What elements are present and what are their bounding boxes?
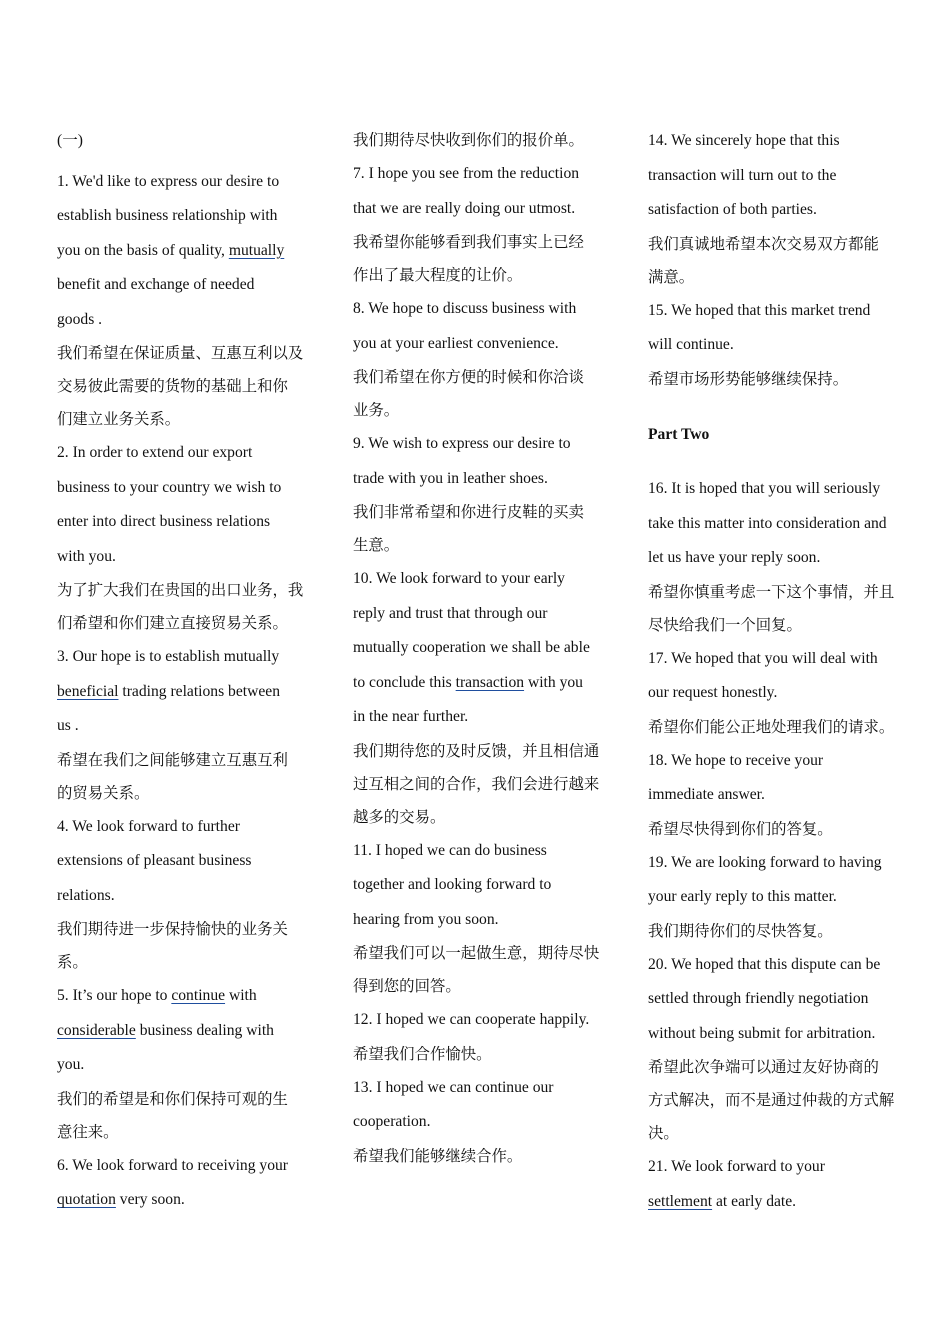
sentence-entry xyxy=(648,744,920,846)
chinese-translation-line: 我希望你能够看到我们事实上已经 xyxy=(353,233,584,251)
sentence-entry xyxy=(353,1071,621,1173)
chinese-translation-line: 交易彼此需要的货物的基础上和你 xyxy=(57,377,288,395)
chinese-translation-line: 为了扩大我们在贵国的出口业务，我 xyxy=(57,581,304,599)
text-segment: very soon. xyxy=(115,1191,185,1208)
english-line xyxy=(353,868,621,903)
sentence-entry xyxy=(648,642,920,744)
english-line xyxy=(353,427,621,462)
english-line xyxy=(57,1149,322,1184)
text-segment: our request honestly. xyxy=(648,684,778,701)
chinese-translation-line: 我们期待你们的尽快答复。 xyxy=(648,921,833,940)
chinese-translation-line: 希望尽快得到你们的答复。 xyxy=(648,819,833,838)
chinese-translation-line: 的贸易关系。 xyxy=(57,783,150,802)
text-segment: 9. We wish to express our desire to xyxy=(353,435,571,452)
text-segment: 6. We look forward to receiving your xyxy=(57,1156,288,1174)
text-segment: 10. We look forward to your early xyxy=(353,570,565,587)
text-segment: together and looking forward to xyxy=(353,876,552,893)
english-line xyxy=(648,982,920,1017)
english-line xyxy=(353,327,621,362)
text-segment: settled through friendly negotiation xyxy=(648,990,869,1007)
text-segment: benefit and exchange of needed xyxy=(57,276,255,293)
text-segment: with xyxy=(225,987,257,1004)
sentence-entry xyxy=(648,948,920,1151)
text-segment: 2. In order to extend our export xyxy=(57,444,253,461)
sentence-entry xyxy=(353,124,621,157)
english-line xyxy=(353,1003,621,1038)
text-segment: 14. We sincerely hope that this xyxy=(648,132,840,149)
english-line xyxy=(648,124,920,159)
part-two-heading: Part Two xyxy=(648,425,710,443)
sentence-entry xyxy=(648,1150,920,1219)
english-line xyxy=(353,462,621,497)
sentence-entry xyxy=(648,124,920,294)
text-segment: 12. I hoped we can cooperate happily. xyxy=(353,1011,590,1028)
text-segment: satisfaction of both parties. xyxy=(648,201,817,218)
underlined-word: transaction xyxy=(455,673,525,691)
chinese-translation-line: 得到您的回答。 xyxy=(353,977,461,995)
english-line xyxy=(353,157,621,192)
text-segment: cooperation. xyxy=(353,1113,431,1130)
chinese-translation-line: 系。 xyxy=(57,953,88,971)
chinese-translation-line: 希望我们可以一起做生意，期待尽快 xyxy=(353,944,600,962)
chinese-translation-line: 希望此次争端可以通过友好协商的 xyxy=(648,1058,879,1076)
text-segment: immediate answer. xyxy=(648,786,765,803)
text-segment: take this matter into consideration and xyxy=(648,514,887,532)
text-segment: 17. We hoped that you will deal with xyxy=(648,649,878,667)
chinese-translation-line: 我们期待进一步保持愉快的业务关 xyxy=(57,920,288,938)
english-line xyxy=(648,778,920,813)
column-2 xyxy=(353,124,621,1173)
sentence-entry xyxy=(353,562,621,834)
english-line xyxy=(57,268,322,303)
chinese-translation-line: 们希望和你们建立直接贸易关系。 xyxy=(57,614,288,632)
underlined-word: settlement xyxy=(648,1192,713,1210)
english-line xyxy=(57,844,322,879)
chinese-translation-line: 希望你们能公正地处理我们的请求。 xyxy=(648,717,895,736)
english-line xyxy=(57,1048,322,1083)
col1-entries xyxy=(57,165,322,1218)
chinese-translation-line: 作出了最大程度的让价。 xyxy=(353,266,523,284)
english-line xyxy=(648,294,920,329)
chinese-translation-line: 方式解决，而不是通过仲裁的方式解 xyxy=(648,1091,895,1109)
text-segment: without being submit for arbitration. xyxy=(648,1024,876,1042)
english-line xyxy=(648,159,920,194)
english-line xyxy=(353,903,621,938)
english-line xyxy=(353,1105,621,1140)
english-line xyxy=(648,1150,920,1185)
text-segment: 8. We hope to discuss business with xyxy=(353,300,577,317)
text-segment: with you. xyxy=(57,547,116,565)
text-segment: establish business relationship with xyxy=(57,207,278,224)
text-segment: reply and trust that through our xyxy=(353,604,548,622)
text-segment: us . xyxy=(57,717,79,734)
chinese-translation-line: 希望市场形势能够继续保持。 xyxy=(648,369,849,388)
english-line xyxy=(353,700,621,735)
english-line xyxy=(57,303,322,338)
sentence-entry xyxy=(648,846,920,948)
text-segment: business dealing with xyxy=(135,1021,274,1039)
english-line xyxy=(648,472,920,507)
english-line xyxy=(648,1185,920,1220)
english-line xyxy=(648,948,920,983)
chinese-translation-line: 我们的希望是和你们保持可观的生 xyxy=(57,1089,288,1108)
text-segment: mutually cooperation we shall be able xyxy=(353,639,590,656)
text-segment: 19. We are looking forward to having xyxy=(648,853,882,871)
chinese-translation-line: 业务。 xyxy=(353,401,400,419)
english-line xyxy=(648,846,920,881)
english-line xyxy=(648,193,920,228)
english-line xyxy=(648,744,920,779)
english-line xyxy=(353,597,621,632)
sentence-entry xyxy=(353,834,621,1004)
sentence-entry xyxy=(57,979,322,1149)
text-segment: 21. We look forward to your xyxy=(648,1158,825,1175)
column-3 xyxy=(648,124,920,1219)
sentence-entry xyxy=(57,810,322,980)
text-segment: relations. xyxy=(57,886,115,904)
text-segment: in the near further. xyxy=(353,708,469,725)
chinese-translation-line: 决。 xyxy=(648,1124,679,1142)
text-segment: your early reply to this matter. xyxy=(648,888,837,905)
english-line xyxy=(57,1183,322,1218)
chinese-translation-line: 我们真诚地希望本次交易双方都能 xyxy=(648,234,879,253)
text-segment: extensions of pleasant business xyxy=(57,852,252,869)
text-segment: 1. We'd like to express our desire to xyxy=(57,172,280,190)
sentence-entry xyxy=(648,472,920,642)
english-line xyxy=(57,879,322,914)
english-line xyxy=(57,979,322,1014)
english-line xyxy=(57,199,322,234)
sentence-entry xyxy=(353,157,621,292)
text-segment: 18. We hope to receive your xyxy=(648,751,824,769)
sentence-entry xyxy=(57,640,322,810)
english-line xyxy=(57,234,322,269)
text-segment: 20. We hoped that this dispute can be xyxy=(648,955,881,973)
chinese-translation-line: 尽快给我们一个回复。 xyxy=(648,615,802,634)
underlined-word: beneficial xyxy=(57,682,119,700)
text-segment: trade with you in leather shoes. xyxy=(353,469,548,487)
chinese-translation-line: 过互相之间的合作，我们会进行越来 xyxy=(353,774,600,793)
text-segment: trading relations between xyxy=(118,682,280,700)
english-line xyxy=(648,328,920,363)
underlined-word: considerable xyxy=(57,1021,136,1039)
text-segment: 3. Our hope is to establish mutually xyxy=(57,648,280,665)
col3-entries-part-two xyxy=(648,472,920,1219)
sentence-entry xyxy=(648,294,920,396)
text-segment: you. xyxy=(57,1056,85,1073)
chinese-translation-line: 越多的交易。 xyxy=(353,807,446,826)
text-segment: with you xyxy=(524,673,583,691)
text-segment: 7. I hope you see from the reduction xyxy=(353,165,580,182)
chinese-translation-line: 希望我们合作愉快。 xyxy=(353,1044,492,1063)
english-line xyxy=(353,666,621,701)
chinese-translation-line: 我们期待尽快收到你们的报价单。 xyxy=(353,131,584,149)
text-segment: at early date. xyxy=(712,1192,797,1210)
english-line xyxy=(57,436,322,471)
col2-entries xyxy=(353,124,621,1173)
english-line xyxy=(57,540,322,575)
chinese-translation-line: 我们希望在你方便的时候和你洽谈 xyxy=(353,368,584,386)
english-line xyxy=(353,631,621,666)
sentence-entry xyxy=(57,436,322,640)
text-segment: you at your earliest convenience. xyxy=(353,334,559,352)
text-segment: 15. We hoped that this market trend xyxy=(648,301,871,319)
english-line xyxy=(57,471,322,506)
text-segment: to conclude this xyxy=(353,673,456,691)
chinese-translation-line: 希望我们能够继续合作。 xyxy=(353,1146,523,1165)
text-segment: let us have your reply soon. xyxy=(648,549,821,566)
sentence-entry xyxy=(353,1003,621,1071)
english-line xyxy=(57,640,322,675)
sentence-entry xyxy=(353,427,621,562)
english-line xyxy=(353,562,621,597)
english-line xyxy=(353,192,621,227)
chinese-translation-line: 我们非常希望和你进行皮鞋的买卖 xyxy=(353,503,584,521)
text-segment: 16. It is hoped that you will seriously xyxy=(648,480,881,497)
english-line xyxy=(648,880,920,915)
english-line xyxy=(57,165,322,200)
col3-entries-part-one xyxy=(648,124,920,396)
english-line xyxy=(57,1014,322,1049)
sentence-entry xyxy=(57,1149,322,1218)
sentence-entry xyxy=(353,292,621,427)
chinese-translation-line: 们建立业务关系。 xyxy=(57,410,181,428)
english-line xyxy=(57,810,322,845)
text-segment: 5. It’s our hope to xyxy=(57,987,172,1004)
text-segment: business to your country we wish to xyxy=(57,478,282,496)
text-segment: goods . xyxy=(57,310,103,328)
text-segment: enter into direct business relations xyxy=(57,513,271,530)
underlined-word: quotation xyxy=(57,1191,116,1208)
chinese-translation-line: 希望你慎重考虑一下这个事情，并且 xyxy=(648,582,895,601)
chinese-translation-line: 意往来。 xyxy=(57,1122,119,1141)
sentence-entry xyxy=(57,165,322,437)
english-line xyxy=(648,541,920,576)
chinese-translation-line: 我们期待您的及时反馈，并且相信通 xyxy=(353,741,600,760)
part-one-marker: (一) xyxy=(57,132,83,149)
text-segment: will continue. xyxy=(648,336,734,353)
chinese-translation-line: 希望在我们之间能够建立互惠互利 xyxy=(57,750,288,769)
text-segment: 13. I hoped we can continue our xyxy=(353,1078,554,1096)
chinese-translation-line: 满意。 xyxy=(648,267,695,286)
english-line xyxy=(648,1017,920,1052)
english-line xyxy=(648,676,920,711)
text-segment: you on the basis of quality, xyxy=(57,241,229,259)
text-segment: that we are really doing our utmost. xyxy=(353,199,576,217)
english-line xyxy=(353,1071,621,1106)
english-line xyxy=(57,675,322,710)
english-line xyxy=(648,642,920,677)
column-1 xyxy=(57,124,322,1218)
english-line xyxy=(353,292,621,327)
chinese-translation-line: 生意。 xyxy=(353,536,400,554)
text-segment: 4. We look forward to further xyxy=(57,817,240,835)
chinese-translation-line: 我们希望在保证质量、互惠互利以及 xyxy=(57,344,304,362)
underlined-word: mutually xyxy=(228,241,285,259)
text-segment: hearing from you soon. xyxy=(353,910,499,928)
english-line xyxy=(648,507,920,542)
text-segment: transaction will turn out to the xyxy=(648,166,837,184)
english-line xyxy=(57,709,322,744)
underlined-word: continue xyxy=(171,987,226,1004)
english-line xyxy=(353,834,621,869)
english-line xyxy=(57,505,322,540)
text-segment: 11. I hoped we can do business xyxy=(353,841,547,859)
